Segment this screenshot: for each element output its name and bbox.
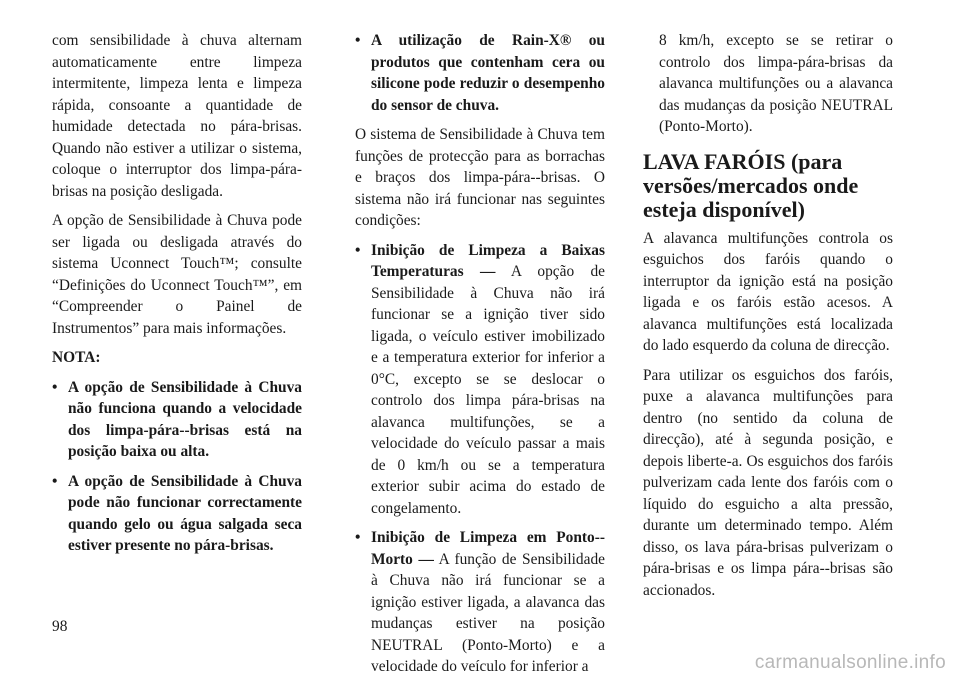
list-item-continuation: 8 km/h, excepto se se retirar o controlo dos limpa-pára-brisas da alavanca multifunções ou a alavanca das mudanças da posição NEUTRAL (Ponto-Morto). xyxy=(659,32,893,135)
item-title: Inibição de Limpeza a Baixas Temperaturas — xyxy=(371,241,605,280)
paragraph: A opção de Sensibilidade à Chuva pode ser ligada ou desligada através do sistema Uconnect Touch™; consulte “Definições do Uconnect Touch™”, em “Compreender o Painel de Instrumentos” para mais informações. xyxy=(52,212,302,337)
item-text: A função de Sensibilidade à Chuva não irá funcionar se a ignição estiver ligada, a alavanca das mudanças estiver na posição NEUTRAL (Ponto-Morto) e a velocidade do veículo for inferior a xyxy=(371,550,605,675)
paragraph: A alavanca multifunções controla os esguichos dos faróis quando o interruptor da ignição está na posição ligada e os faróis estão acesos. A alavanca multifunções está localizada do lado esquerdo da coluna de direcção. xyxy=(643,229,893,354)
paragraph: com sensibilidade à chuva alternam automaticamente entre limpeza intermitente, limpeza lenta e limpeza rápida, consoante a quantidade de humidade detectada no pára-brisas. Quando não estiver a utilizar o sistema, coloque o interruptor dos limpa-pára-brisas na posição desligada. xyxy=(52,32,302,200)
watermark: carmanualsonline.info xyxy=(754,652,946,673)
page-number: 98 xyxy=(52,618,68,635)
text-column-left xyxy=(52,30,302,565)
section-heading: LAVA FARÓIS (para versões/mercados onde esteja disponível) xyxy=(643,148,859,222)
text-column-right xyxy=(643,30,893,609)
item-title: Inibição de Limpeza em Ponto--Morto — xyxy=(371,529,605,568)
list-item: • A utilização de Rain-X® ou produtos que contenham cera ou silicone pode reduzir o desempenho do sensor de chuva. xyxy=(355,30,605,116)
note-list xyxy=(52,377,302,557)
paragraph: Para utilizar os esguichos dos faróis, puxe a alavanca multifunções para dentro (no sentido da coluna de direcção), até à segunda posição, e depois liberte-a. Os esguichos dos faróis pulverizam cada lente dos faróis com o líquido do esguicho a alta pressão, durante um determinado tempo. Além disso, os lava pára-brisas pulverizam o pára-brisas e os limpa pára--brisas são accionados. xyxy=(643,366,893,599)
list-item: • A opção de Sensibilidade à Chuva pode não funcionar correctamente quando gelo ou água salgada seca estiver presente no pára-brisas. xyxy=(52,471,302,557)
paragraph: O sistema de Sensibilidade à Chuva tem funções de protecção para as borrachas e braços dos limpa-pára--brisas. O sistema não irá funcionar nas seguintes condições: xyxy=(355,126,605,229)
text-column-middle xyxy=(355,30,605,686)
condition-list xyxy=(355,240,605,678)
list-item xyxy=(355,527,605,678)
note-label: NOTA: xyxy=(52,349,101,366)
list-item xyxy=(355,240,605,520)
item-text: A opção de Sensibilidade à Chuva não irá funcionar se a ignição tiver sido ligada, o veículo estiver imobilizado e a temperatura exterior for inferior a 0°C, excepto se se deslocar o controlo dos limpa pára-brisas na alavanca multifunções, se a velocidade do veículo passar a mais de 0 km/h ou se a temperatura exterior subir acima do estado de congelamento. xyxy=(371,263,606,517)
list-item: • A opção de Sensibilidade à Chuva não funciona quando a velocidade dos limpa-pára--brisas está na posição baixa ou alta. xyxy=(52,377,302,463)
note-list-continued xyxy=(355,30,605,116)
